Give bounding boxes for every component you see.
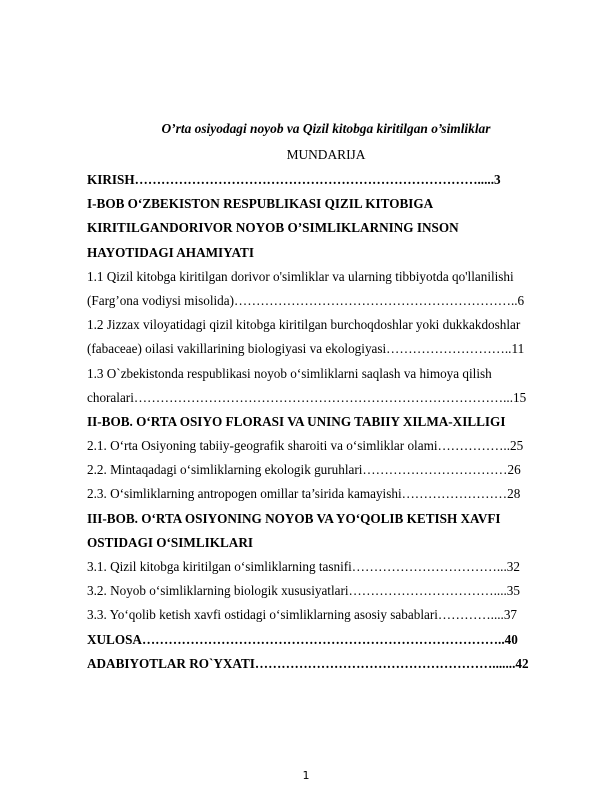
toc-line: ADABIYOTLAR RO`YXATI……………………………………………….......42 <box>87 655 529 671</box>
toc-line: XULOSA………………………………………………………………………..40 <box>87 631 518 647</box>
toc-line: (Farg’ona vodiysi misolida)………………………………………………………..6 <box>87 292 525 308</box>
toc-line: (fabaceae) oilasi vakillarining biologiyasi va ekologiyasi………………………..11 <box>87 341 525 357</box>
toc-line: II-BOB. O‘RTA OSIYO FLORASI VA UNING TABIIY XILMA-XILLIGI <box>87 413 506 429</box>
toc-line: choralari…………………………………………………………………………...15 <box>87 389 527 405</box>
toc-line: 3.2. Noyob o‘simliklarning biologik xususiyatlari……………………………....35 <box>87 583 520 599</box>
toc-line: KIRITILGANDORIVOR NOYOB O’SIMLIKLARNING INSON <box>87 220 459 236</box>
toc-line: HAYOTIDAGI AHAMIYATI <box>87 244 254 260</box>
toc-line: 2.2. Mintaqadagi o‘simliklarning ekologik guruhlari……………………………26 <box>87 462 521 478</box>
toc-line: KIRISH…………………………………………………………………….....3 <box>87 172 501 187</box>
toc-line: OSTIDAGI O‘SIMLIKLARI <box>87 534 253 550</box>
contents-heading: MUNDARIJA <box>286 147 366 162</box>
toc-line: 3.1. Qizil kitobga kiritilgan o‘simliklarning tasnifi……………………………...32 <box>87 559 520 574</box>
document-title: O’rta osiyodagi noyob va Qizil kitobga kiritilgan o’simliklar <box>161 121 491 136</box>
toc-line: 2.1. O‘rta Osiyoning tabiiy-geografik sharoiti va o‘simliklar olami……………..25 <box>87 438 524 454</box>
toc-line: 1.3 O`zbekistonda respublikasi noyob o‘simliklarni saqlash va himoya qilish <box>87 365 492 381</box>
toc-line: I-BOB O‘ZBEKISTON RESPUBLIKASI QIZIL KITOBIGA <box>87 196 434 212</box>
toc-line: 1.1 Qizil kitobga kiritilgan dorivor o'simliklar va ularning tibbiyotda qo'llanilishi <box>87 268 514 284</box>
toc-line: 1.2 Jizzax viloyatidagi qizil kitobga kiritilgan burchoqdoshlar yoki dukkakdoshlar <box>87 317 521 333</box>
page-number: 1 <box>302 769 310 782</box>
toc-line: 2.3. O‘simliklarning antropogen omillar ta’sirida kamayishi……………………28 <box>87 486 521 502</box>
table-of-contents <box>87 168 557 676</box>
toc-line: III-BOB. O‘RTA OSIYONING NOYOB VA YO‘QOLIB KETISH XAVFI <box>87 510 501 526</box>
toc-line: 3.3. Yo‘qolib ketish xavfi ostidagi o‘simliklarning asosiy sabablari…………....37 <box>87 607 518 623</box>
